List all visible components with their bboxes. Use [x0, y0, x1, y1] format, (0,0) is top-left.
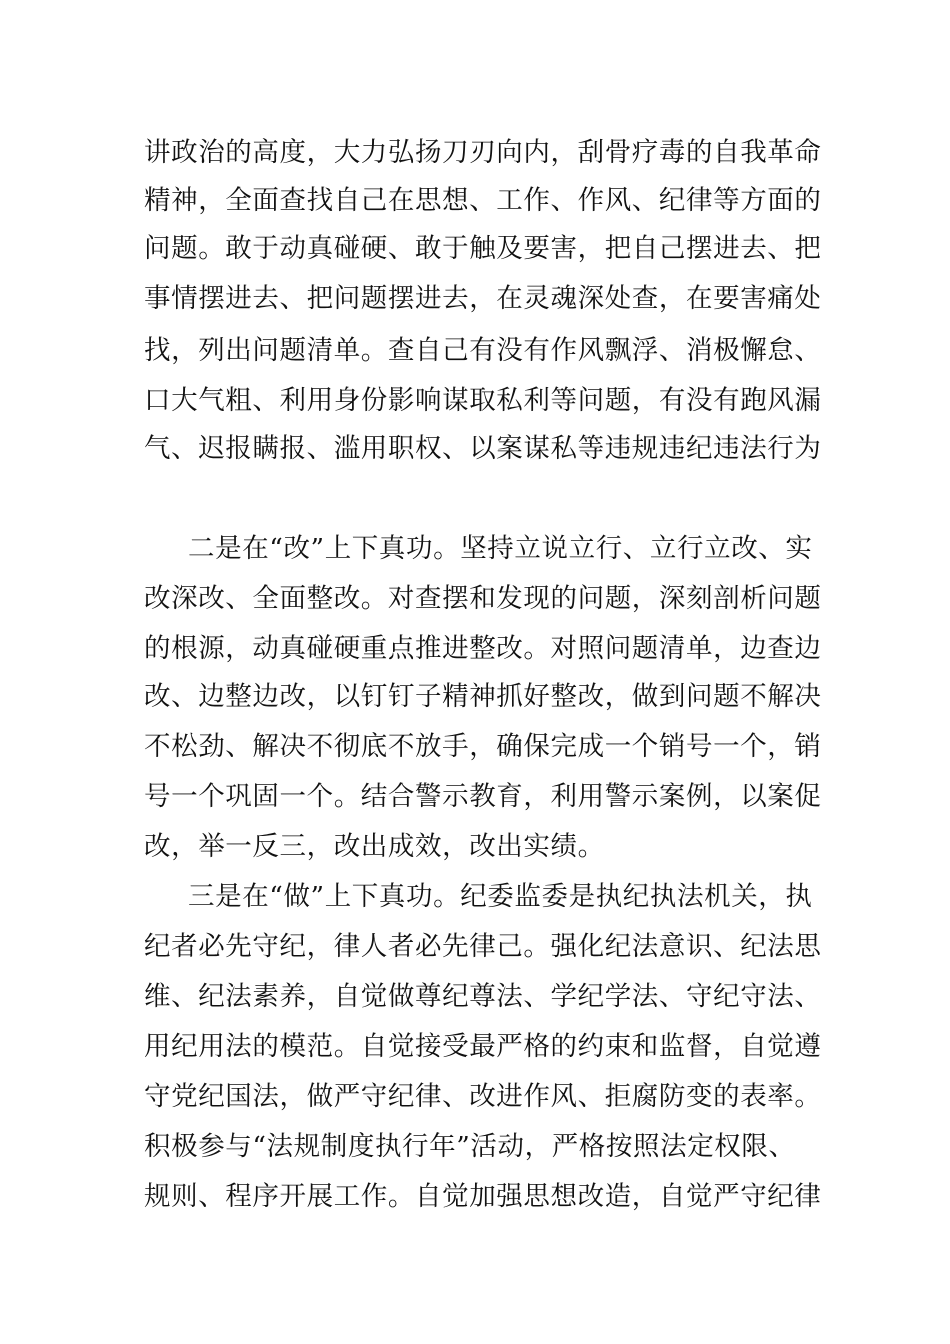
text-line: 规则、程序开展工作。自觉加强思想改造，自觉严守纪律	[144, 1181, 822, 1212]
text-line: 改、边整边改，以钉钉子精神抓好整改，做到问题不解决	[144, 681, 822, 712]
text-line: 不松劲、解决不彻底不放手，确保完成一个销号一个，销	[144, 731, 822, 762]
paragraph-first-line: 三是在“做”上下真功。纪委监委是执纪执法机关，执	[188, 881, 813, 912]
text-line: 找，列出问题清单。查自己有没有作风飘浮、消极懈怠、	[144, 335, 822, 366]
text-line: 气、迟报瞒报、滥用职权、以案谋私等违规违纪违法行为	[144, 433, 822, 464]
paragraph-first-line: 二是在“改”上下真功。坚持立说立行、立行立改、实	[188, 533, 813, 564]
text-line: 事情摆进去、把问题摆进去，在灵魂深处查，在要害痛处	[144, 283, 822, 314]
text-line: 口大气粗、利用身份影响谋取私利等问题，有没有跑风漏	[144, 385, 822, 416]
text-line: 维、纪法素养，自觉做尊纪尊法、学纪学法、守纪守法、	[144, 981, 822, 1012]
text-line: 讲政治的高度，大力弘扬刀刃向内，刮骨疗毒的自我革命	[144, 137, 822, 168]
text-line: 精神，全面查找自己在思想、工作、作风、纪律等方面的	[144, 185, 822, 216]
text-line: 的根源，动真碰硬重点推进整改。对照问题清单，边查边	[144, 633, 822, 664]
text-line: 积极参与“法规制度执行年”活动，严格按照法定权限、	[144, 1131, 796, 1162]
text-line: 改深改、全面整改。对查摆和发现的问题，深刻剖析问题	[144, 583, 822, 614]
text-line: 改，举一反三，改出成效，改出实绩。	[144, 831, 605, 862]
text-line: 号一个巩固一个。结合警示教育，利用警示案例，以案促	[144, 781, 822, 812]
text-line: 问题。敢于动真碰硬、敢于触及要害，把自己摆进去、把	[144, 233, 822, 264]
text-line: 守党纪国法，做严守纪律、改进作风、拒腐防变的表率。	[144, 1081, 822, 1112]
text-line: 用纪用法的模范。自觉接受最严格的约束和监督，自觉遵	[144, 1031, 822, 1062]
text-line: 纪者必先守纪，律人者必先律己。强化纪法意识、纪法思	[144, 931, 822, 962]
